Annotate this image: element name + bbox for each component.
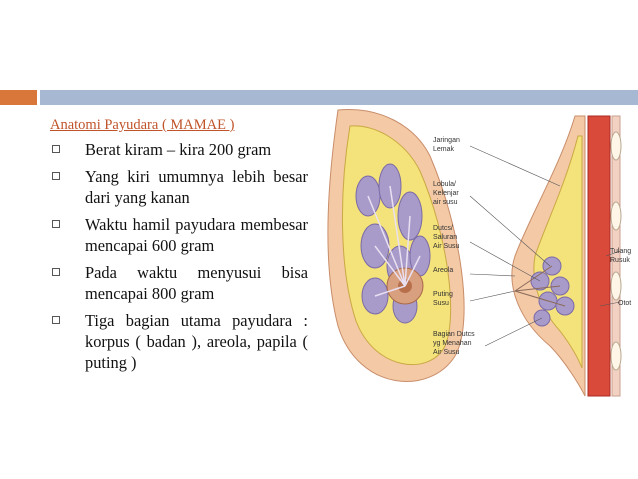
slide-heading: Anatomi Payudara ( MAMAE ) [50,117,235,133]
svg-text:Areola: Areola [433,267,454,274]
bullet-text: Berat kiram – kira 200 gram [85,140,272,159]
svg-text:Air Susu: Air Susu [433,243,460,250]
square-bullet-icon [52,145,60,153]
square-bullet-icon [52,316,60,324]
bullet-item [50,262,308,304]
svg-text:Bagian Dutcs: Bagian Dutcs [433,331,475,338]
bullet-item [50,139,308,160]
svg-text:Saluran: Saluran [433,234,458,241]
accent-bar-blue [40,90,638,105]
svg-text:Lemak: Lemak [433,146,455,153]
slide-content [50,116,308,379]
svg-text:Otot: Otot [618,300,632,307]
svg-text:air susu: air susu [433,199,458,206]
bullet-item [50,166,308,208]
svg-text:Rusuk: Rusuk [610,257,630,264]
svg-text:Kelenjar: Kelenjar [433,190,459,197]
bullet-item [50,310,308,373]
accent-bar-orange [0,90,37,105]
breast-anatomy-illustration [320,106,638,402]
bullet-list [50,139,308,373]
square-bullet-icon [52,172,60,180]
svg-text:Lobula/: Lobula/ [433,181,456,188]
bullet-text: Yang kiri umumnya lebih besar dari yang kanan [85,167,308,207]
svg-text:Tulang: Tulang [610,248,632,255]
svg-text:Jaringan: Jaringan [433,137,460,144]
bullet-text: Tiga bagian utama payudara : korpus ( badan ), areola, papila ( puting ) [85,311,308,372]
breast-anatomy-figure [320,106,638,402]
bullet-item [50,214,308,256]
bullet-text: Pada waktu menyusui bisa mencapai 800 gram [85,263,308,303]
svg-text:Dutcs/: Dutcs/ [433,225,453,232]
svg-text:yg Menahan: yg Menahan [433,340,472,347]
square-bullet-icon [52,220,60,228]
bullet-text: Waktu hamil payudara membesar mencapai 600 gram [85,215,308,255]
svg-text:Puting: Puting [433,291,453,298]
square-bullet-icon [52,268,60,276]
svg-text:Air Susu: Air Susu [433,349,460,356]
svg-text:Susu: Susu [433,300,449,307]
sagittal-view [470,116,621,396]
